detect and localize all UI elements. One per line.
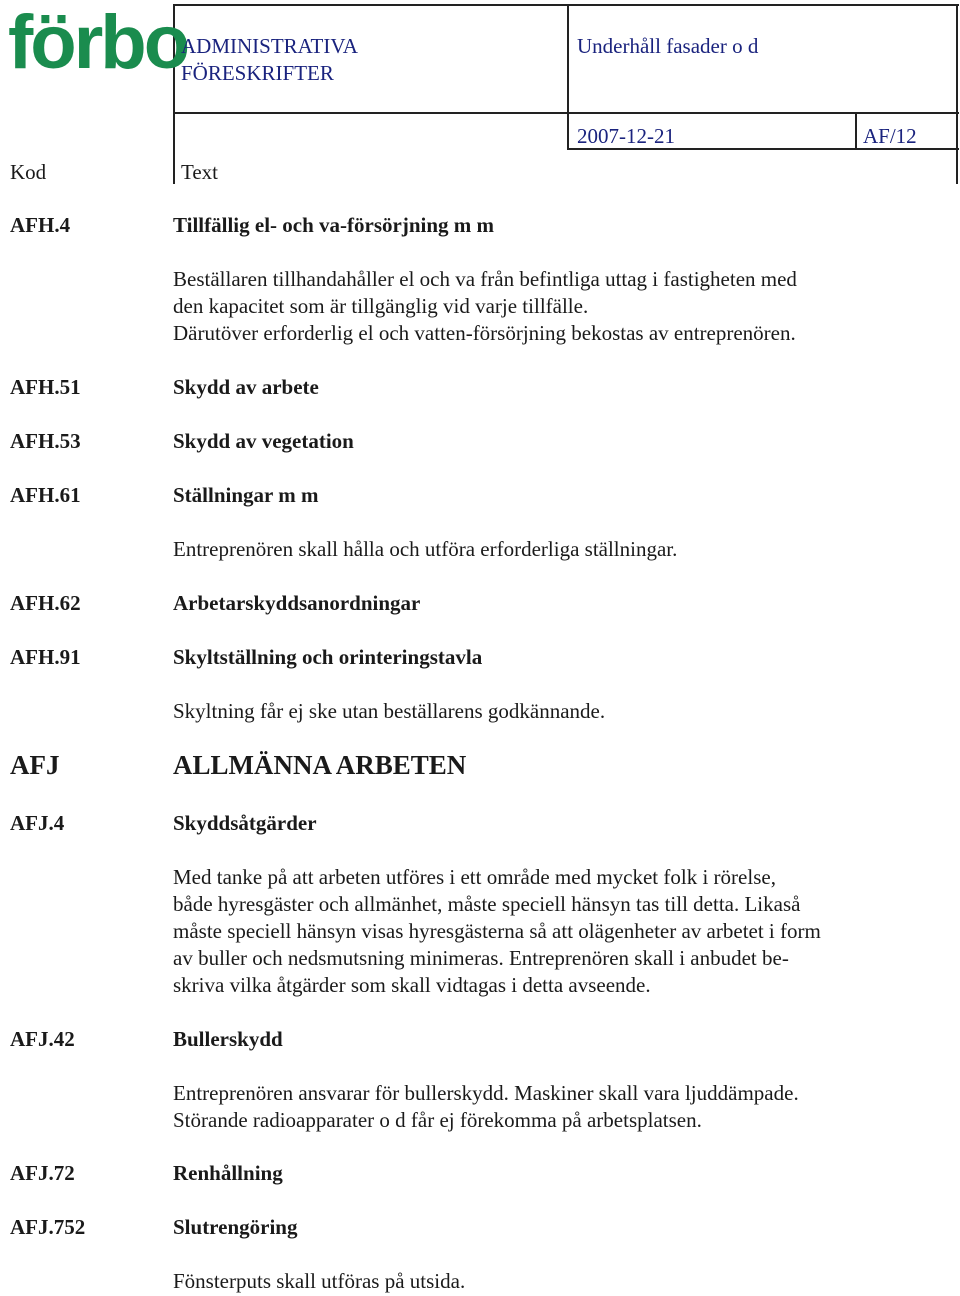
section-afj752-code: AFJ.752 bbox=[10, 1215, 86, 1239]
paragraph-skyltning bbox=[173, 698, 933, 725]
section-afh51-code: AFH.51 bbox=[10, 375, 81, 399]
paragraph-line: Skyltning får ej ske utan beställarens godkännande. bbox=[173, 699, 606, 723]
paragraph-line: Med tanke på att arbeten utföres i ett område med mycket folk i rörelse, bbox=[173, 865, 776, 889]
header-divider-3 bbox=[855, 114, 857, 149]
section-afh53-code: AFH.53 bbox=[10, 429, 81, 453]
paragraph-line: Entreprenören skall hålla och utföra erforderliga ställningar. bbox=[173, 537, 678, 561]
paragraph-line: Fönsterputs skall utföras på utsida. bbox=[173, 1269, 466, 1293]
section-afh51-heading: Skydd av arbete bbox=[173, 375, 319, 399]
section-afj752-heading: Slutrengöring bbox=[173, 1215, 298, 1239]
column-header-text: Text bbox=[181, 160, 219, 184]
section-afh53-heading: Skydd av vegetation bbox=[173, 429, 354, 453]
paragraph-line: den kapacitet som är tillgänglig vid varje tillfälle. bbox=[173, 294, 589, 318]
section-afh4-code: AFH.4 bbox=[10, 213, 71, 237]
section-afj72-code: AFJ.72 bbox=[10, 1161, 75, 1185]
paragraph-el-va bbox=[173, 266, 933, 347]
section-afj4-heading: Skyddsåtgärder bbox=[173, 811, 317, 835]
paragraph-skyddsatgarder bbox=[173, 864, 933, 999]
header-right-border bbox=[956, 4, 958, 184]
page-number: AF/12 bbox=[863, 124, 917, 148]
section-afh4-heading: Tillfällig el- och va-försörjning m m bbox=[173, 213, 494, 237]
section-afj42-heading: Bullerskydd bbox=[173, 1027, 283, 1051]
header-top-border bbox=[173, 4, 959, 6]
paragraph-line: måste speciell hänsyn visas hyresgästerna så att olägenheter av arbetet i form bbox=[173, 919, 821, 943]
paragraph-line: både hyresgäster och allmänhet, måste speciell hänsyn tas till detta. Likaså bbox=[173, 892, 801, 916]
section-afh62-code: AFH.62 bbox=[10, 591, 81, 615]
doc-date: 2007-12-21 bbox=[577, 124, 675, 148]
section-afh61-code: AFH.61 bbox=[10, 483, 81, 507]
column-header-code: Kod bbox=[10, 160, 47, 184]
section-afj-heading: ALLMÄNNA ARBETEN bbox=[173, 750, 467, 780]
paragraph-line: skriva vilka åtgärder som skall vidtagas i detta avseende. bbox=[173, 973, 651, 997]
section-afh91-code: AFH.91 bbox=[10, 645, 81, 669]
forbo-logo bbox=[8, 0, 188, 85]
paragraph-fonsterputs bbox=[173, 1268, 933, 1295]
paragraph-bullerskydd bbox=[173, 1080, 933, 1134]
paragraph-line: Beställaren tillhandahåller el och va från befintliga uttag i fastigheten med bbox=[173, 267, 797, 291]
project-title: Underhåll fasader o d bbox=[577, 34, 759, 58]
section-afj42-code: AFJ.42 bbox=[10, 1027, 75, 1051]
doc-type-line2: FÖRESKRIFTER bbox=[181, 61, 334, 85]
section-afh62-heading: Arbetarskyddsanordningar bbox=[173, 591, 421, 615]
paragraph-line: Entreprenören ansvarar för bullerskydd. Maskiner skall vara ljuddämpade. bbox=[173, 1081, 799, 1105]
section-afh61-heading: Ställningar m m bbox=[173, 483, 319, 507]
section-afj72-heading: Renhållning bbox=[173, 1161, 283, 1185]
header-mid-border bbox=[173, 112, 959, 114]
section-afj4-code: AFJ.4 bbox=[10, 811, 65, 835]
paragraph-line: Därutöver erforderlig el och vatten-försörjning bekostas av entreprenören. bbox=[173, 321, 796, 345]
section-afj-code: AFJ bbox=[10, 750, 60, 780]
paragraph-line: av buller och nedsmutsning minimeras. Entreprenören skall i anbudet be- bbox=[173, 946, 789, 970]
paragraph-line: Störande radioapparater o d får ej förekomma på arbetsplatsen. bbox=[173, 1108, 702, 1132]
section-afh91-heading: Skyltställning och orinteringstavla bbox=[173, 645, 483, 669]
header-divider-2 bbox=[567, 4, 569, 149]
svg-text:förbo: förbo bbox=[8, 0, 188, 85]
doc-type-line1: ADMINISTRATIVA bbox=[181, 34, 358, 58]
paragraph-stallningar bbox=[173, 536, 933, 563]
